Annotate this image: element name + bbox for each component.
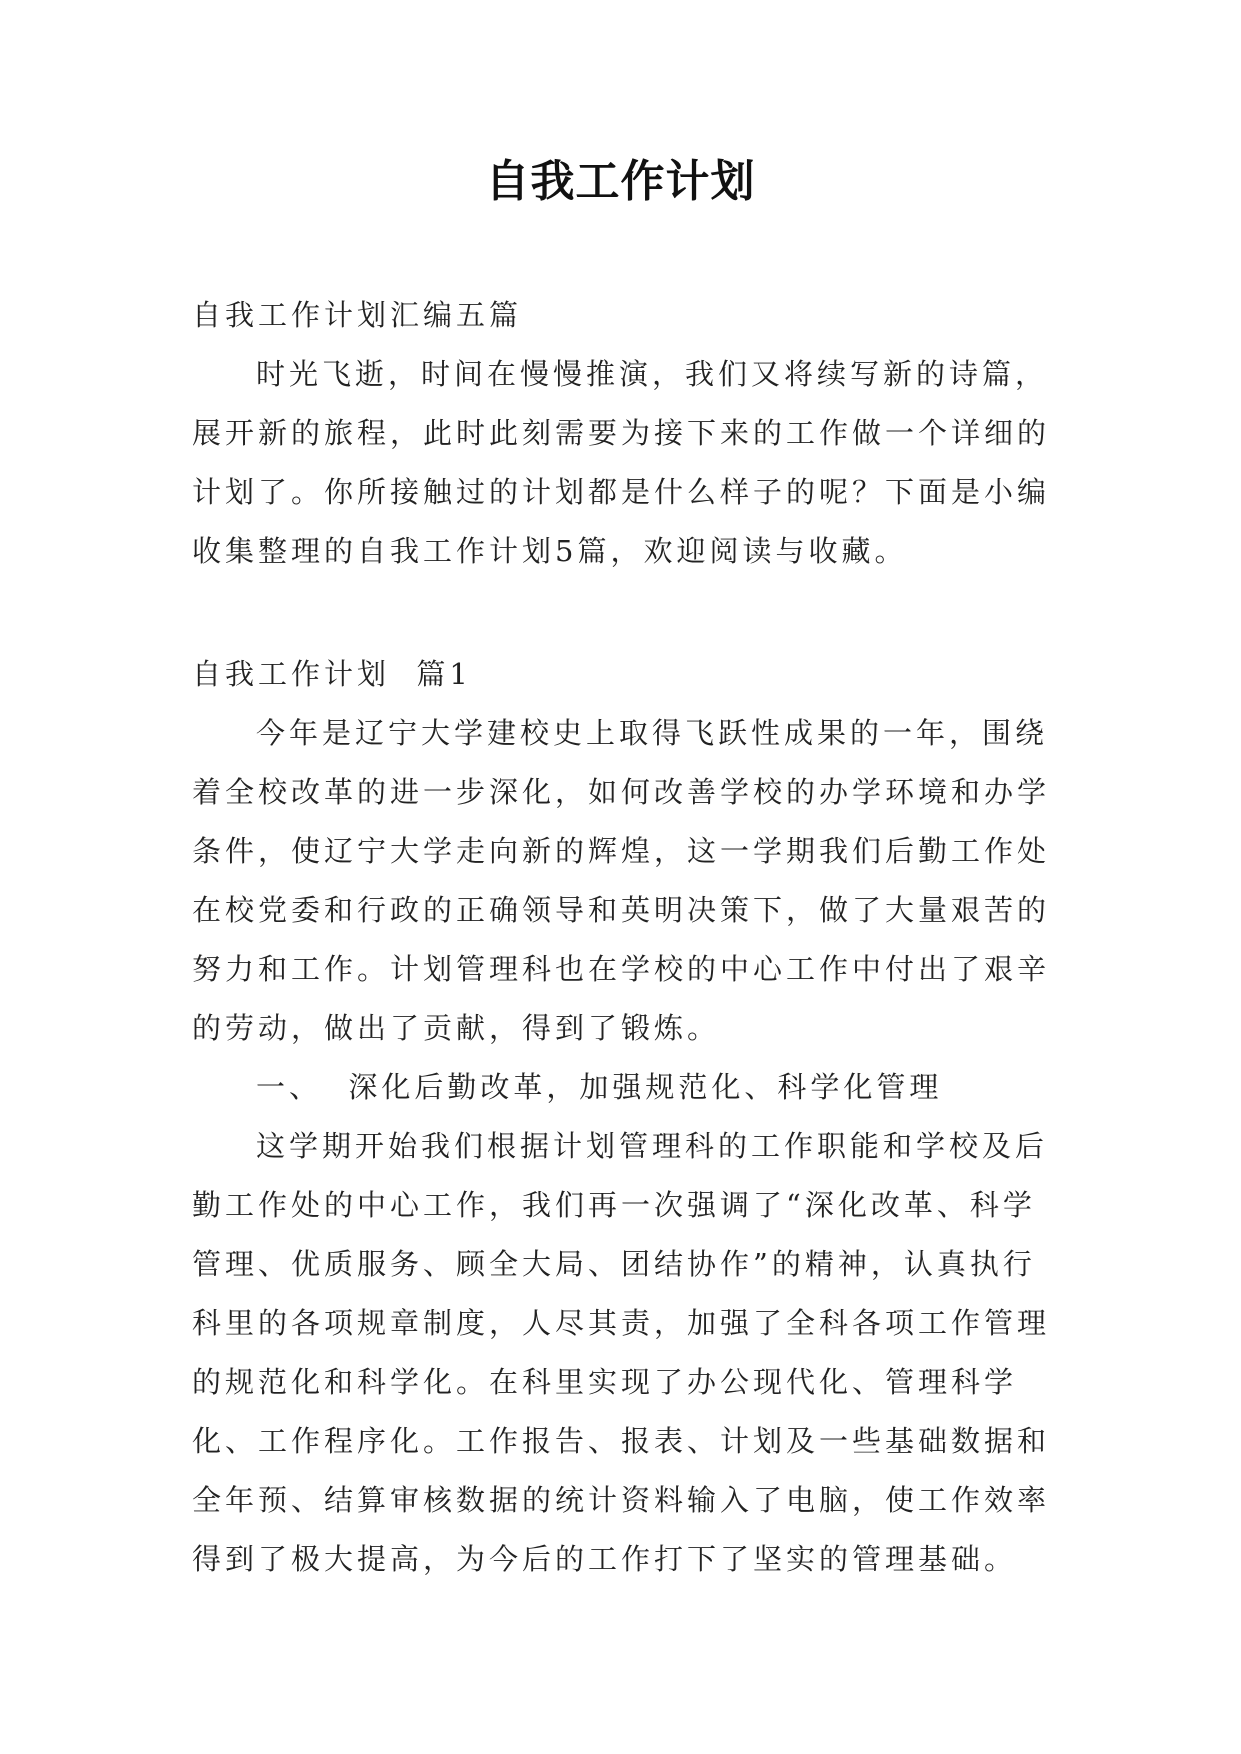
intro-heading: 自我工作计划汇编五篇	[192, 298, 523, 332]
document-title: 自我工作计划	[485, 156, 756, 207]
section-1-subheading: 一、 深化后勤改革，加强规范化、科学化管理	[256, 1070, 943, 1104]
intro-section	[192, 286, 1062, 581]
intro-paragraph: 时光飞逝，时间在慢慢推演，我们又将续写新的诗篇，展开新的旅程，此时此刻需要为接下来的工作做一个详细的计划了。你所接触过的计划都是什么样子的呢？下面是小编收集整理的自我工作计划5篇，欢迎阅读与收藏。	[192, 357, 1051, 568]
section-1	[192, 645, 1062, 1589]
section-1-heading: 自我工作计划 篇1	[192, 657, 472, 691]
section-1-paragraph-2: 这学期开始我们根据计划管理科的工作职能和学校及后勤工作处的中心工作，我们再一次强调了“深化改革、科学管理、优质服务、顾全大局、团结协作”的精神，认真执行科里的各项规章制度，人尽其责，加强了全科各项工作管理的规范化和科学化。在科里实现了办公现代化、管理科学化、工作程序化。工作报告、报表、计划及一些基础数据和全年预、结算审核数据的统计资料输入了电脑，使工作效率得到了极大提高，为今后的工作打下了坚实的管理基础。	[192, 1129, 1051, 1576]
section-1-paragraph-1: 今年是辽宁大学建校史上取得飞跃性成果的一年，围绕着全校改革的进一步深化，如何改善学校的办学环境和办学条件，使辽宁大学走向新的辉煌，这一学期我们后勤工作处在校党委和行政的正确领导和英明决策下，做了大量艰苦的努力和工作。计划管理科也在学校的中心工作中付出了艰辛的劳动，做出了贡献，得到了锻炼。	[192, 716, 1051, 1045]
